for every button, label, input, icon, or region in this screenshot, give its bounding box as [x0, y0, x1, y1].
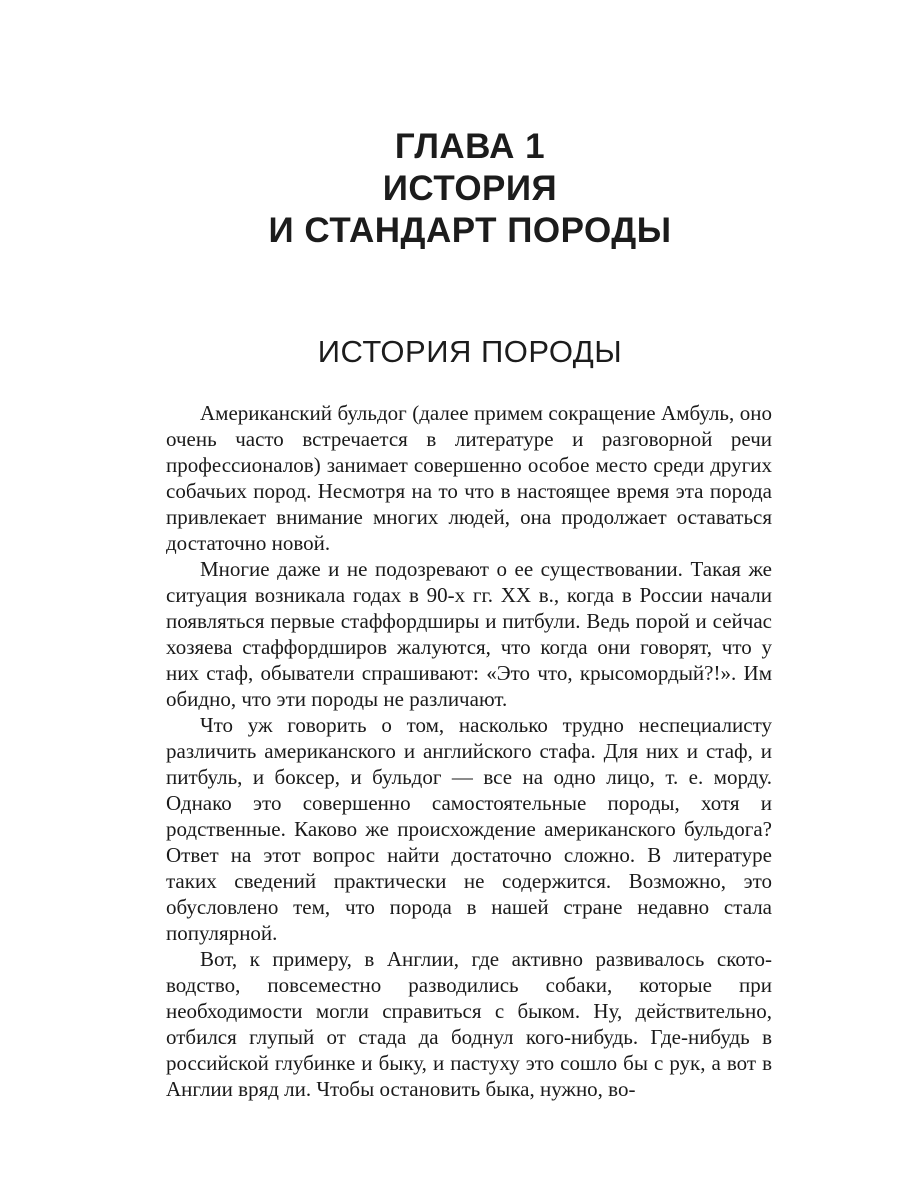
chapter-heading — [0, 126, 900, 252]
section-title: ИСТОРИЯ ПОРОДЫ — [317, 334, 623, 369]
paragraph: Вот, к примеру, в Англии, где активно развивалось скотоводство, повсеместно разводились собаки, которые при необходимости могли справиться с быком. Ну, действительно, отбился глупый от стада да боднул кого-нибудь. Где-нибудь в российской глубинке и быку, и пастуху это сошло бы с рук, а вот в Англии вряд ли. Чтобы остановить быка, нужно, во- — [166, 947, 772, 1101]
chapter-number: ГЛАВА 1 — [394, 127, 546, 166]
chapter-title-line-2: И СТАНДАРТ ПОРОДЫ — [268, 211, 672, 250]
paragraph: Что уж говорить о том, насколько трудно неспециалисту различить американского и английского стафа. Для них и стаф, и питбуль, и боксер, и бульдог — все на одно лицо, т. е. морду. Однако это совершенно самостоятельные породы, хотя и родственные. Каково же происхождение американского бульдога? Ответ на этот вопрос найти достаточно сложно. В литературе таких сведений практически не содержится. Возможно, это обусловлено тем, что порода в нашей стране недавно стала популярной. — [166, 713, 772, 945]
paragraph: Американский бульдог (далее примем сокращение Амбуль, оно очень часто встречается в литературе и разговорной речи профессионалов) занимает совершенно особое место среди других собачьих пород. Несмотря на то что в настоящее время эта порода привлекает внимание многих людей, она продолжает оставаться достаточно новой. — [166, 401, 772, 555]
paragraph: Многие даже и не подозревают о ее существовании. Такая же ситуация возникала годах в 90-х гг. XX в., когда в России начали появляться первые стаффордширы и питбули. Ведь порой и сейчас хозяева стаффордширов жалуются, что когда они говорят, что у них стаф, обыватели спрашивают: «Это что, крысомордый?!». Им обидно, что эти породы не различают. — [166, 557, 772, 711]
body-text — [166, 400, 772, 1102]
chapter-title-line-1: ИСТОРИЯ — [382, 169, 558, 208]
